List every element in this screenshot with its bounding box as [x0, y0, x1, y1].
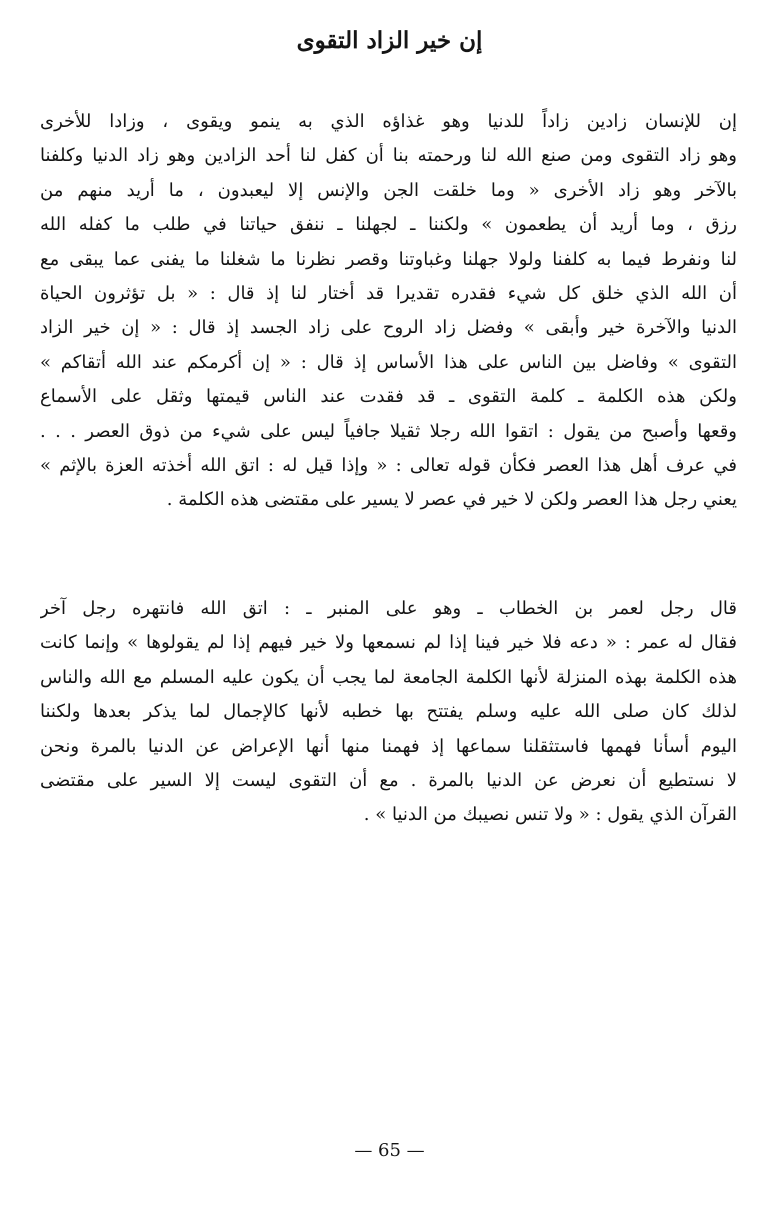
- paragraph-1: [40, 105, 737, 518]
- text-line: لا نستطيع أن نعرض عن الدنيا بالمرة . مع أن التقوى ليست إلا السير على مقتضى: [40, 769, 737, 791]
- text-line: يعني رجل هذا العصر ولكن لا خير في عصر لا يسير على مقتضى هذه الكلمة .: [166, 489, 737, 511]
- text-line: لذلك كان صلى الله عليه وسلم يفتتح بها خطبه لأنها كالإجمال لما يذكر بعدها ولكننا: [40, 701, 737, 723]
- text-line: القرآن الذي يقول : « ولا تنس نصيبك من الدنيا » .: [363, 804, 737, 826]
- text-line: ولكن هذه الكلمة ـ كلمة التقوى ـ قد فقدت عند الناس قيمتها وثقل على الأسماع: [40, 386, 737, 408]
- text-line: أن الله الذي خلق كل شيء فقدره تقديرا قد أختار لنا إذ قال : « بل تؤثرون الحياة: [40, 282, 737, 304]
- text-line: اليوم أسأنا فهمها فاستثقلنا سماعها إذ فهمنا منها أنها الإعراض عن الدنيا بالمرة ونحن: [40, 735, 737, 757]
- text-line: التقوى » وفاضل بين الناس على هذا الأساس إذ قال : « إن أكرمكم عند الله أتقاكم »: [40, 351, 737, 373]
- text-line: وقعها وأصبح من يقول : اتقوا الله رجلا ثقيلا جافياً ليس على شيء من ذوق العصر . . .: [40, 420, 737, 442]
- paragraph-2: [40, 592, 737, 833]
- text-line: لنا ونفرط فيما به كلفنا ولولا جهلنا وغباوتنا وقصر نظرنا ما شغلنا ما يفنى عما يبقى مع: [40, 248, 737, 270]
- text-line: في عرف أهل هذا العصر فكأن قوله تعالى : « وإذا قيل له : اتق الله أخذته العزة بالإثم »: [40, 454, 737, 476]
- text-line: فقال له عمر : « دعه فلا خير فينا إذا لم نسمعها ولا خير فيهم إذا لم يقولوها » وإنما كانت: [40, 632, 737, 654]
- text-line: بالآخر وهو زاد الأخرى « وما خلقت الجن والإنس إلا ليعبدون ، ما أريد منهم من: [40, 179, 737, 201]
- text-line: الدنيا والآخرة خير وأبقى » وفضل زاد الروح على زاد الجسد إذ قال : « إن خير الزاد: [40, 317, 737, 339]
- text-line: إن للإنسان زادين زاداً للدنيا وهو غذاؤه الذي به ينمو ويقوى ، وزادا للأخرى: [40, 111, 737, 132]
- text-line: قال رجل لعمر بن الخطاب ـ وهو على المنبر ـ : اتق الله فانتهره رجل آخر: [40, 598, 737, 619]
- page-number: — 65 —: [354, 1140, 425, 1161]
- text-line: رزق ، وما أريد أن يطعمون » ولكننا ـ لجهلنا ـ ننفق حياتنا في طلب ما كفله الله: [40, 214, 737, 236]
- text-line: وهو زاد التقوى ومن صنع الله لنا ورحمته بنا أن كفل لنا أحد الزادين وهو زاد الدنيا وكلفنا: [40, 145, 737, 167]
- text-line: هذه الكلمة بهذه المنزلة لأنها الكلمة الجامعة لما يجب أن يكون عليه المسلم مع الله والناس: [40, 666, 737, 688]
- page-title: إن خير الزاد التقوى: [296, 27, 483, 54]
